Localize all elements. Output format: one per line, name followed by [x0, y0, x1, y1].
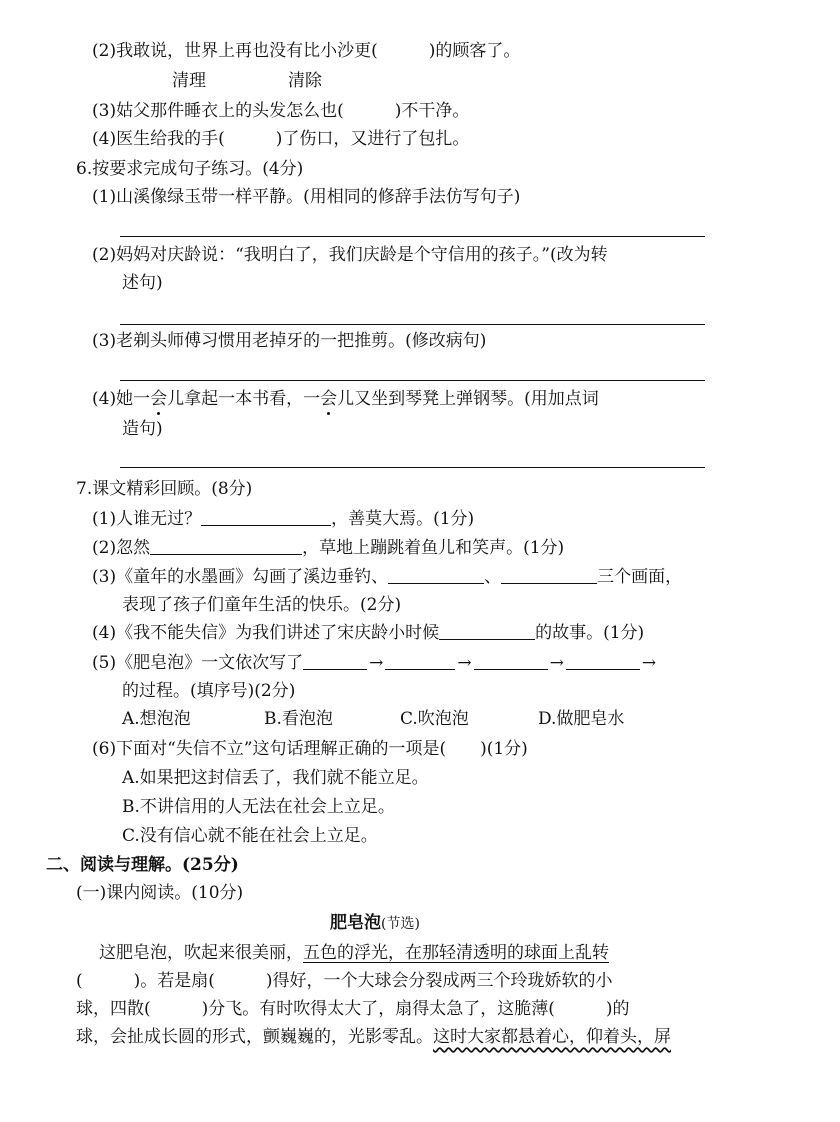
passage-line-4-text: 球，会扯成长圆的形式，颤巍巍的，光影零乱。	[76, 1027, 433, 1047]
wavy-underlined-phrase: 这时大家都悬着心，仰着头，屏	[433, 1027, 671, 1047]
arrow-right-icon: →	[549, 653, 564, 673]
q6-item-4-mid: 拿起一本书看，	[184, 389, 304, 409]
q5-option-1: 清理	[172, 71, 206, 91]
passage-title-note: (节选)	[381, 916, 420, 932]
q7-option-c: C.吹泡泡	[400, 709, 469, 729]
answer-line[interactable]	[120, 324, 705, 325]
passage-title	[330, 912, 420, 935]
section-2-subtitle: (一)课内阅读。(10分)	[76, 883, 244, 903]
section-2-title: 二、阅读与理解。(25分)	[46, 855, 239, 875]
q7-item-3-text-end: 三个画面，	[597, 567, 683, 587]
q7-item-6-option-c: C.没有信心就不能在社会上立足。	[122, 826, 378, 846]
q7-item-4-text-end: 的故事。(1分)	[535, 623, 645, 643]
q7-item-3b: 表现了孩子们童年生活的快乐。(2分)	[122, 595, 402, 615]
q7-item-4-text: (4)《我不能失信》为我们讲述了宋庆龄小时候	[92, 623, 440, 643]
q7-item-5-text: (5)《肥皂泡》一文依次写了	[92, 653, 304, 673]
passage-line-4	[76, 1026, 671, 1048]
passage-line-1-text: 这肥皂泡，吹起来很美丽，	[82, 943, 303, 963]
q7-item-1-text: (1)人谁无过？	[92, 509, 202, 529]
arrow-right-icon: →	[457, 653, 472, 673]
q7-item-5	[92, 652, 658, 674]
blank-field[interactable]	[439, 623, 535, 640]
q6-title: 6.按要求完成句子练习。(4分)	[76, 159, 304, 179]
q7-title: 7.课文精彩回顾。(8分)	[76, 479, 253, 499]
arrow-right-icon: →	[641, 653, 657, 673]
q6-item-4b: 造句)	[122, 419, 163, 439]
arrow-right-icon: →	[369, 653, 384, 673]
q6-item-4	[92, 388, 599, 410]
q6-item-3: (3)老剃头师傅习惯用老掉牙的一把推剪。(修改病句)	[92, 331, 487, 351]
q7-item-4	[92, 622, 644, 644]
q7-item-6-option-b: B.不讲信用的人无法在社会上立足。	[122, 797, 395, 817]
dotted-word-2: 一会儿	[303, 389, 355, 409]
q7-item-3-text: (3)《童年的水墨画》勾画了溪边垂钓、	[92, 567, 389, 587]
q7-item-1	[92, 508, 474, 530]
q6-item-1: (1)山溪像绿玉带一样平静。(用相同的修辞手法仿写句子)	[92, 187, 521, 207]
q5-option-2: 清除	[288, 71, 322, 91]
answer-line[interactable]	[120, 236, 705, 237]
blank-field[interactable]	[303, 653, 367, 670]
passage-line-3: 球，四散( )分飞。有时吹得太大了，扇得太急了，这脆薄( )的	[76, 999, 630, 1019]
q5-item-4: (4)医生给我的手( )了伤口，又进行了包扎。	[92, 129, 470, 149]
q7-item-3-sep: 、	[484, 567, 502, 587]
blank-field[interactable]	[566, 653, 640, 670]
blank-field[interactable]	[474, 653, 548, 670]
q7-option-b: B.看泡泡	[264, 709, 333, 729]
dotted-word-1: 一会儿	[133, 389, 185, 409]
q7-item-2	[92, 537, 564, 559]
blank-field[interactable]	[501, 567, 597, 584]
q7-item-6-option-a: A.如果把这封信丢了，我们就不能立足。	[122, 768, 429, 788]
q7-item-1-text-end: ，善莫大焉。(1分)	[331, 509, 475, 529]
passage-line-2: ( )。若是扇( )得好，一个大球会分裂成两三个玲珑娇软的小	[76, 971, 613, 991]
blank-field[interactable]	[201, 509, 331, 526]
blank-field[interactable]	[388, 567, 484, 584]
q6-item-2b: 述句)	[122, 273, 163, 293]
blank-field[interactable]	[150, 538, 302, 555]
passage-line-1	[82, 942, 609, 964]
q7-item-2-text-end: ，草地上蹦跳着鱼儿和笑声。(1分)	[302, 538, 565, 558]
q7-item-5b: 的过程。(填序号)(2分)	[122, 681, 296, 701]
answer-line[interactable]	[120, 380, 705, 381]
q7-item-6: (6)下面对“失信不立”这句话理解正确的一项是( )(1分)	[92, 739, 528, 759]
q6-item-4-suffix: 又坐到琴凳上弹钢琴。(用加点词	[354, 389, 599, 409]
q7-item-3	[92, 566, 682, 588]
blank-field[interactable]	[385, 653, 455, 670]
q7-option-a: A.想泡泡	[122, 709, 191, 729]
q5-item-2: (2)我敢说，世界上再也没有比小沙更( )的顾客了。	[92, 41, 521, 61]
q5-item-3: (3)姑父那件睡衣上的头发怎么也( )不干净。	[92, 101, 470, 121]
underlined-phrase: 五色的浮光，在那轻清透明的球面上乱转	[303, 943, 609, 963]
q7-item-2-text: (2)忽然	[92, 538, 151, 558]
q6-item-2a: (2)妈妈对庆龄说：“我明白了，我们庆龄是个守信用的孩子。”(改为转	[92, 245, 608, 265]
q6-item-4-prefix: (4)她	[92, 389, 134, 409]
passage-title-text: 肥皂泡	[330, 913, 381, 933]
answer-line[interactable]	[120, 467, 705, 468]
q7-option-d: D.做肥皂水	[538, 709, 625, 729]
